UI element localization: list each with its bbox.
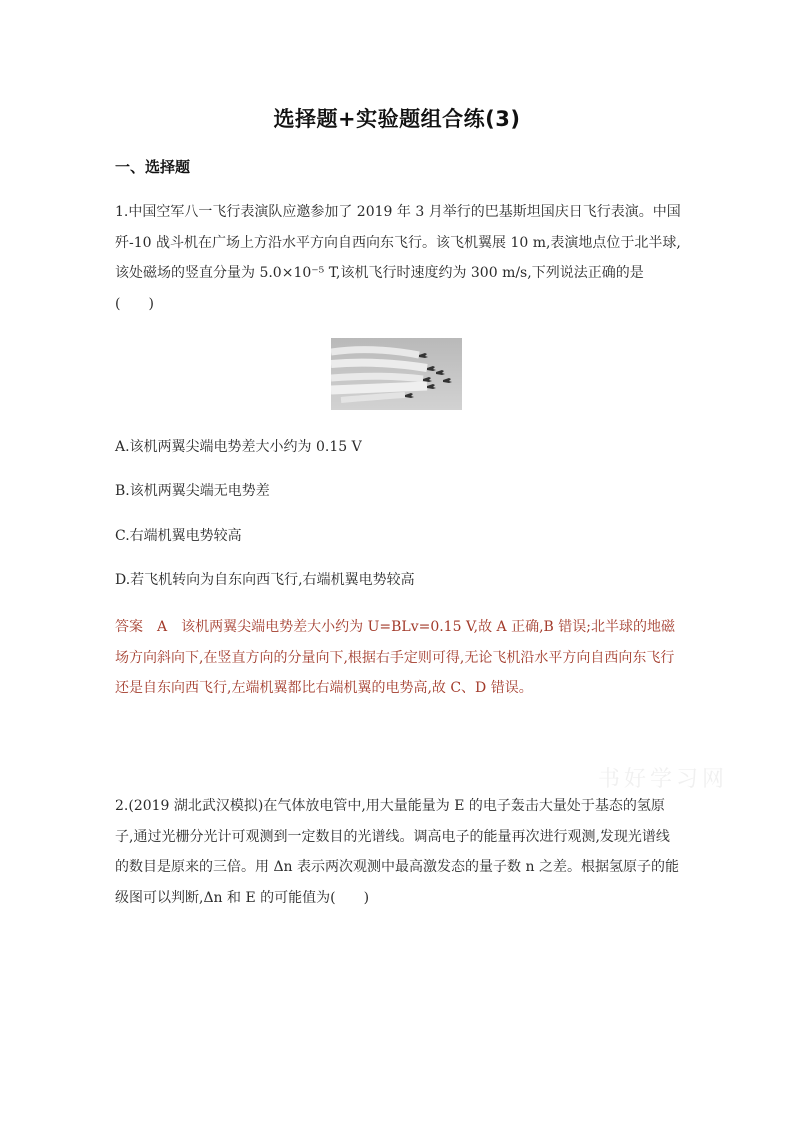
answer-key: A — [157, 619, 168, 635]
section-heading: 一、选择题 — [115, 158, 191, 176]
option-b: B.该机两翼尖端无电势差 — [115, 483, 270, 499]
option-c: C.右端机翼电势较高 — [115, 528, 242, 544]
question-1-stem: 1.中国空军八一飞行表演队应邀参加了 2019 年 3 月举行的巴基斯坦国庆日飞行表演。中国歼-10 战斗机在广场上方沿水平方向自西向东飞行。该飞机翼展 10 m,表演地点位于北半球,该处磁场的竖直分量为 5.0×10⁻⁵ T,该机飞行时速度约为 300 m/s,下列说法正确的是( ) — [115, 204, 681, 312]
answer-block — [115, 612, 681, 704]
fighter-jets-image — [331, 338, 462, 410]
option-a: A.该机两翼尖端电势差大小约为 0.15 V — [115, 439, 362, 455]
option-d: D.若飞机转向为自东向西飞行,右端机翼电势较高 — [115, 572, 415, 588]
page-title: 选择题+实验题组合练(3) — [273, 107, 521, 131]
answer-label: 答案 — [115, 619, 143, 635]
answer-explanation: 该机两翼尖端电势差大小约为 U=BLv=0.15 V,故 A 正确,B 错误;北半球的地磁场方向斜向下,在竖直方向的分量向下,根据右手定则可得,无论飞机沿水平方向自西向东飞行还是自东向西飞行,左端机翼都比右端机翼的电势高,故 C、D 错误。 — [115, 619, 675, 696]
question-2-stem: 2.(2019 湖北武汉模拟)在气体放电管中,用大量能量为 E 的电子轰击大量处于基态的氢原子,通过光栅分光计可观测到一定数目的光谱线。调高电子的能量再次进行观测,发现光谱线的数目是原来的三倍。用 Δn 表示两次观测中最高激发态的量子数 n 之差。根据氢原子的能级图可以判断,Δn 和 E 的可能值为( ) — [115, 798, 679, 906]
watermark: 书好学习网 — [598, 767, 729, 792]
